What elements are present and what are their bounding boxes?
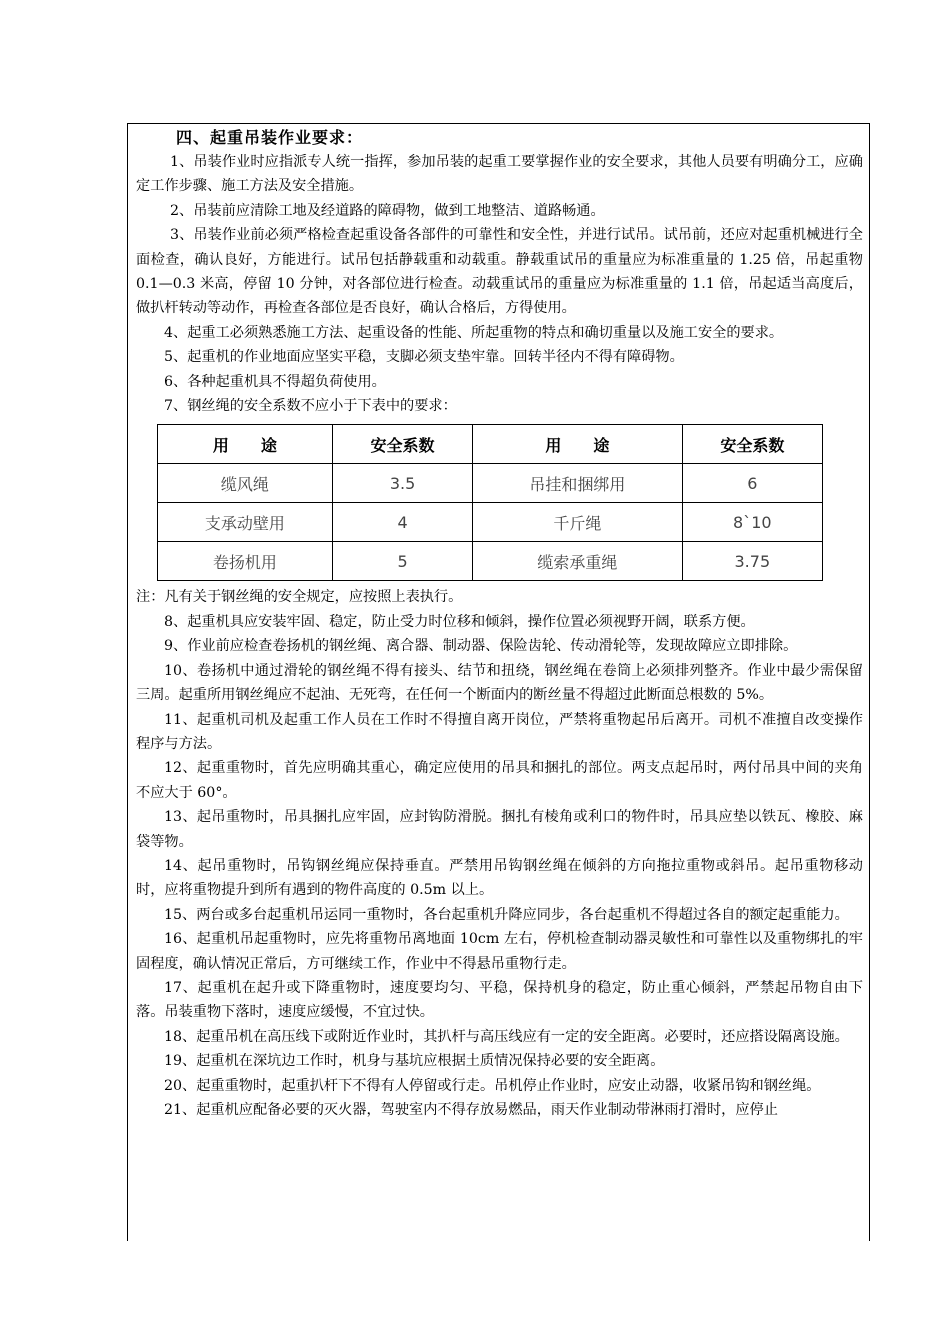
- header-usage-1: 用 途: [158, 425, 333, 464]
- item-15: 15、两台或多台起重机吊运同一重物时，各台起重机升降应同步，各台起重机不得超过各自的额定起重能力。: [164, 906, 849, 923]
- header-usage-2: 用 途: [473, 425, 682, 464]
- table-row: [158, 464, 823, 503]
- cell-usage: 卷扬机用: [158, 542, 333, 581]
- cell-factor: 6: [682, 464, 822, 503]
- item-7: 7、钢丝绳的安全系数不应小于下表中的要求：: [164, 398, 457, 415]
- item-11: 11、起重机司机及起重工作人员在工作时不得擅自离开岗位，严禁将重物起吊后离开。司机不准擅自改变操作程序与方法。: [136, 711, 863, 752]
- section-title: 四、起重吊装作业要求：: [176, 128, 364, 147]
- item-5: 5、起重机的作业地面应坚实平稳，支脚必须支垫牢靠。回转半径内不得有障碍物。: [164, 349, 684, 366]
- table-note: 注：凡有关于钢丝绳的安全规定，应按照上表执行。: [136, 589, 463, 606]
- document-frame: [127, 123, 870, 1241]
- table-header-row: [158, 425, 823, 464]
- item-10: 10、卷扬机中通过滑轮的钢丝绳不得有接头、结节和扭绕，钢丝绳在卷筒上必须排列整齐。作业中最少需保留三周。起重所用钢丝绳应不起油、无死弯，在任何一个断面内的断丝量不得超过此断面总根数的 5%。: [136, 662, 863, 704]
- item-12: 12、起重重物时，首先应明确其重心，确定应使用的吊具和捆扎的部位。两支点起吊时，两付吊具中间的夹角不应大于 60°。: [136, 760, 863, 801]
- item-20: 20、起重重物时，起重扒杆下不得有人停留或行走。吊机停止作业时，应安止动器，收紧吊钩和钢丝绳。: [164, 1077, 821, 1094]
- cell-usage: 吊挂和捆绑用: [473, 464, 682, 503]
- header-factor-1: 安全系数: [332, 425, 472, 464]
- item-14: 14、起吊重物时，吊钩钢丝绳应保持垂直。严禁用吊钩钢丝绳在倾斜的方向拖拉重物或斜吊。起吊重物移动时，应将重物提升到所有遇到的物件高度的 0.5m 以上。: [136, 857, 863, 899]
- item-16: 16、起重机吊起重物时，应先将重物吊离地面 10cm 左右，停机检查制动器灵敏性和可靠性以及重物绑扎的牢固程度，确认情况正常后，方可继续工作，作业中不得悬吊重物行走。: [136, 931, 863, 972]
- item-17: 17、起重机在起升或下降重物时，速度要均匀、平稳，保持机身的稳定，防止重心倾斜，严禁起吊物自由下落。吊装重物下落时，速度应缓慢，不宜过快。: [136, 979, 863, 1021]
- item-6: 6、各种起重机具不得超负荷使用。: [164, 373, 386, 390]
- cell-usage: 支承动壁用: [158, 503, 333, 542]
- item-9: 9、作业前应检查卷扬机的钢丝绳、离合器、制动器、保险齿轮、传动滑轮等，发现故障应立即排除。: [164, 638, 798, 655]
- cell-factor: 8`10: [682, 503, 822, 542]
- item-13: 13、起吊重物时，吊具捆扎应牢固，应封钩防滑脱。捆扎有棱角或利口的物件时，吊具应垫以铁瓦、橡胶、麻袋等物。: [136, 809, 863, 850]
- cell-usage: 缆风绳: [158, 464, 333, 503]
- item-4: 4、起重工必须熟悉施工方法、起重设备的性能、所起重物的特点和确切重量以及施工安全的要求。: [164, 324, 784, 341]
- cell-usage: 缆索承重绳: [473, 542, 682, 581]
- cell-usage: 千斤绳: [473, 503, 682, 542]
- cell-factor: 4: [332, 503, 472, 542]
- item-2: 2、吊装前应清除工地及经道路的障碍物，做到工地整洁、道路畅通。: [170, 202, 605, 219]
- document-body: [128, 124, 869, 1122]
- item-19: 19、起重机在深坑边工作时，机身与基坑应根据土质情况保持必要的安全距离。: [164, 1053, 665, 1070]
- wire-rope-safety-table: [157, 424, 823, 581]
- cell-factor: 5: [332, 542, 472, 581]
- cell-factor: 3.5: [332, 464, 472, 503]
- item-1: 1、吊装作业时应指派专人统一指挥，参加吊装的起重工要掌握作业的安全要求，其他人员要有明确分工，应确定工作步骤、施工方法及安全措施。: [136, 154, 863, 195]
- item-3: 3、吊装作业前必须严格检查起重设备各部件的可靠性和安全性，并进行试吊。试吊前，还应对起重机械进行全面检查，确认良好，方能进行。试吊包括静载重和动载重。静载重试吊的重量应为标准重量的 1.25 倍，吊起重物 0.1—0.3 米高，停留 10 分钟，对各部位进行检查。动载重试吊的重量应为标准重量的 1.1 倍，吊起适当高度后，做扒杆转动等动作，再检查各部位是否良好，确认合格后，方得使用。: [136, 227, 863, 317]
- header-factor-2: 安全系数: [682, 425, 822, 464]
- cell-factor: 3.75: [682, 542, 822, 581]
- table-row: [158, 542, 823, 581]
- table-row: [158, 503, 823, 542]
- item-18: 18、起重吊机在高压线下或附近作业时，其扒杆与高压线应有一定的安全距离。必要时，还应搭设隔离设施。: [164, 1028, 849, 1045]
- item-8: 8、起重机具应安装牢固、稳定，防止受力时位移和倾斜，操作位置必须视野开阔，联系方便。: [164, 613, 755, 630]
- item-21: 21、起重机应配备必要的灭火器，驾驶室内不得存放易燃品，雨天作业制动带淋雨打滑时，应停止: [164, 1102, 778, 1118]
